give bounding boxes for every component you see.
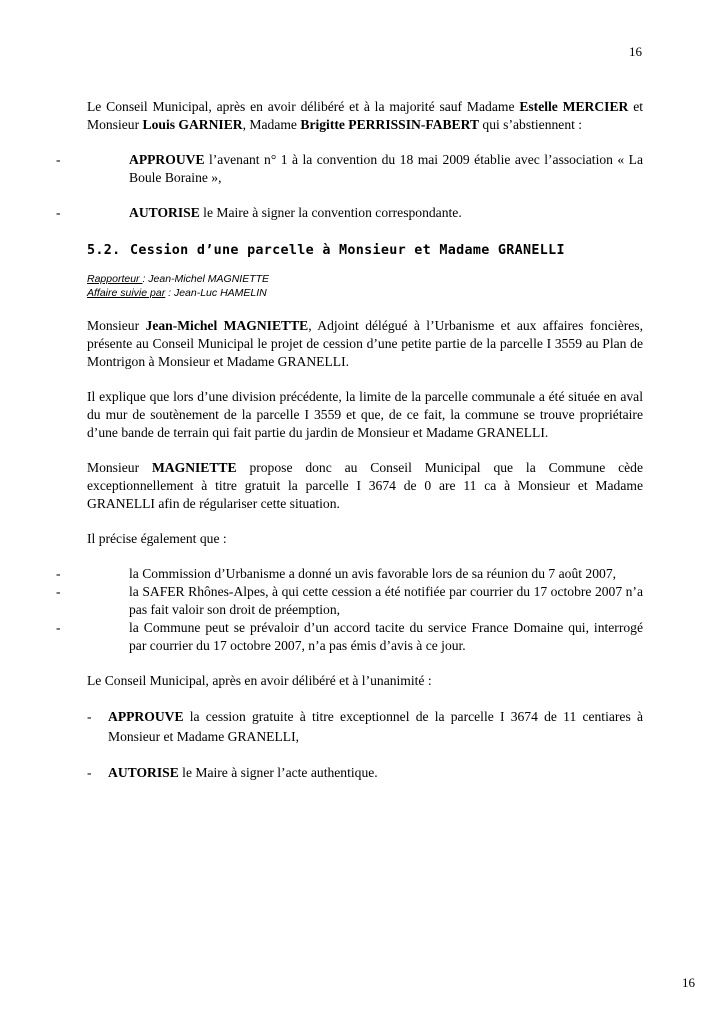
dash-marker: -	[87, 709, 92, 724]
decision-text: le Maire à signer la convention correspondante.	[199, 205, 462, 220]
p3-name: MAGNIETTE	[151, 460, 237, 475]
p1-text-1: Monsieur	[87, 318, 146, 333]
fact-text: la Commune peut se prévaloir d’un accord tacite du service France Domaine qui, interrogé par courrier du 17 octobre 2007, n’a pas émis d’avis à ce jour.	[129, 620, 643, 653]
section-title: Cession d’une parcelle à Monsieur et Madame GRANELLI	[130, 243, 565, 258]
p1-text-2: , Adjoint délégué à l’Urbanisme et aux affaires foncières, présente au Conseil Municipal le projet de cession d’une petite partie de la parcelle I 3559 au Plan de Montrigon à Monsieur et Madame GRANELLI.	[87, 318, 643, 369]
paragraph-3	[87, 459, 643, 513]
affaire-line	[87, 286, 643, 300]
list-item	[87, 707, 643, 747]
rapporteur-value: : Jean-Michel MAGNIETTE	[142, 273, 270, 285]
p1-name: Jean-Michel MAGNIETTE	[145, 318, 309, 333]
dash-marker: -	[87, 765, 92, 780]
paragraph-4: Il précise également que :	[87, 531, 227, 546]
p3-text-1: Monsieur	[87, 460, 152, 475]
dash-marker: -	[56, 566, 61, 581]
affaire-label: Affaire suivie par	[87, 287, 166, 299]
list-item	[56, 619, 643, 655]
intro-name-2: Louis GARNIER	[142, 117, 243, 132]
dash-marker: -	[56, 205, 61, 220]
intro-text-2: et Monsieur	[87, 99, 643, 132]
fact-text: la Commission d’Urbanisme a donné un avis favorable lors de sa réunion du 7 août 2007,	[129, 566, 617, 581]
rapporteur-label: Rapporteur	[87, 273, 143, 285]
intro-name-3: Brigitte PERRISSIN-FABERT	[300, 117, 480, 132]
decision-verb: AUTORISE	[129, 205, 200, 220]
dash-marker: -	[56, 620, 61, 635]
page-number-bottom: 16	[682, 975, 695, 990]
list-item	[87, 764, 643, 782]
p3-text-2: propose donc au Conseil Municipal que la Commune cède exceptionnellement à titre gratuit la parcelle I 3674 de 0 are 11 ca à Monsieur et Madame GRANELLI afin de régulariser cette situation.	[87, 460, 643, 511]
decision-verb: AUTORISE	[108, 765, 179, 780]
decisions-list-1	[56, 151, 643, 222]
section-heading	[87, 242, 643, 260]
decision-text: le Maire à signer l’acte authentique.	[178, 765, 378, 780]
fact-text: la SAFER Rhônes-Alpes, à qui cette cession a été notifiée par courrier du 17 octobre 2007 n’a pas fait valoir son droit de préemption,	[129, 584, 643, 617]
paragraph-5: Le Conseil Municipal, après en avoir délibéré et à l’unanimité :	[87, 673, 432, 688]
decision-verb: APPROUVE	[129, 152, 205, 167]
intro-name-1: Estelle MERCIER	[519, 99, 629, 114]
decision-text: l’avenant n° 1 à la convention du 18 mai 2009 établie avec l’association « La Boule Boraine »,	[129, 152, 643, 185]
list-item	[56, 204, 643, 222]
document-body	[56, 98, 643, 782]
affaire-value: : Jean-Luc HAMELIN	[165, 287, 267, 299]
dash-marker: -	[56, 584, 61, 599]
intro-text-4: qui s’abstiennent :	[479, 117, 583, 132]
section-number: 5.2.	[87, 243, 121, 258]
page-number-top: 16	[629, 44, 642, 59]
decision-verb: APPROUVE	[108, 709, 184, 724]
facts-list	[56, 565, 643, 655]
paragraph-2: Il explique que lors d’une division précédente, la limite de la parcelle communale a été située en aval du mur de soutènement de la parcelle I 3559 et que, de ce fait, la commune se trouve propriétaire d’une bande de terrain qui fait partie du jardin de Monsieur et Madame GRANELLI.	[87, 389, 643, 440]
decisions-list-2	[87, 707, 643, 782]
rapporteur-line	[87, 272, 643, 286]
list-item	[56, 583, 643, 619]
dash-marker: -	[56, 152, 61, 167]
intro-text-1: Le Conseil Municipal, après en avoir délibéré et à la majorité sauf Madame	[87, 99, 520, 114]
list-item	[56, 565, 643, 583]
decision-text: la cession gratuite à titre exceptionnel de la parcelle I 3674 de 11 centiares à Monsieur et Madame GRANELLI,	[108, 709, 643, 744]
paragraph-1	[87, 317, 643, 371]
intro-paragraph	[87, 98, 643, 134]
intro-text-3: , Madame	[242, 117, 301, 132]
list-item	[56, 151, 643, 187]
